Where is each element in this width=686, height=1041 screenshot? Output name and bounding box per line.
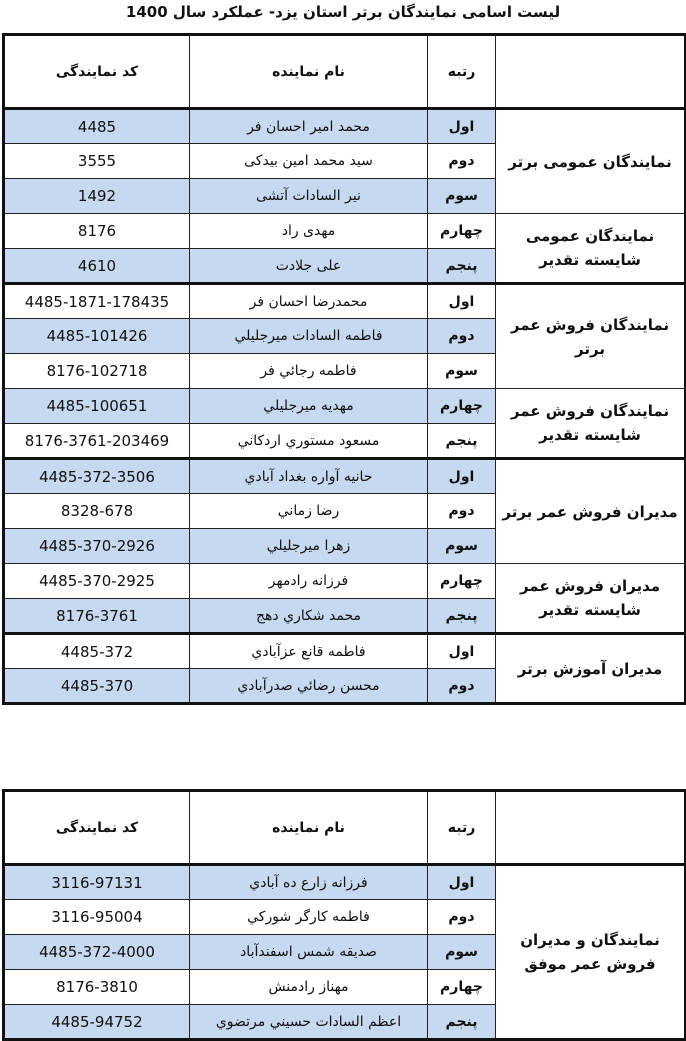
agency-code-cell: 1492	[4, 179, 190, 214]
agency-code-cell: 8176-102718	[4, 354, 190, 389]
header-category-cell	[496, 35, 686, 109]
agency-code-cell: 8176-3761-203469	[4, 424, 190, 459]
rank-cell: دوم	[428, 900, 496, 935]
rank-cell: پنجم	[428, 1005, 496, 1040]
agent-name-cell: مهناز رادمنش	[190, 970, 428, 1005]
category-cell: مدیران فروش عمر شایسته تقدیر	[496, 564, 686, 634]
agent-name-cell: محمد امیر احسان فر	[190, 109, 428, 144]
header-rank: رتبه	[428, 791, 496, 865]
category-cell: نمایندگان عمومی برتر	[496, 109, 686, 214]
agency-code-cell: 4485-100651	[4, 389, 190, 424]
agency-code-cell: 4485-1871-178435	[4, 284, 190, 319]
agent-name-cell: نیر السادات آتشی	[190, 179, 428, 214]
table-group	[4, 459, 686, 634]
category-cell: نمایندگان فروش عمر شایسته تقدیر	[496, 389, 686, 459]
agent-name-cell: فاطمه السادات ميرجليلي	[190, 319, 428, 354]
agency-code-cell: 8176-3761	[4, 599, 190, 634]
rank-cell: اول	[428, 459, 496, 494]
rank-cell: اول	[428, 109, 496, 144]
rank-cell: چهارم	[428, 564, 496, 599]
agent-name-cell: صديقه شمس اسفندآباد	[190, 935, 428, 970]
agent-name-cell: محمد شكاري دهج	[190, 599, 428, 634]
agent-name-cell: مهدی راد	[190, 214, 428, 249]
agency-code-cell: 3116-95004	[4, 900, 190, 935]
category-cell: نمایندگان فروش عمر برتر	[496, 284, 686, 389]
category-cell: نمایندگان عمومی شایسته تقدیر	[496, 214, 686, 284]
header-category-cell	[496, 791, 686, 865]
header-name: نام نماینده	[190, 35, 428, 109]
agency-code-cell: 4485-372	[4, 634, 190, 669]
agent-name-cell: فاطمه قانع عزآبادي	[190, 634, 428, 669]
agency-code-cell: 4485-370-2925	[4, 564, 190, 599]
agency-code-cell: 3116-97131	[4, 865, 190, 900]
table-row	[4, 109, 686, 144]
header-rank: رتبه	[428, 35, 496, 109]
agency-code-cell: 4485-372-3506	[4, 459, 190, 494]
rank-cell: دوم	[428, 494, 496, 529]
header-code: کد نمایندگی	[4, 791, 190, 865]
rank-cell: سوم	[428, 935, 496, 970]
agency-code-cell: 4485-370	[4, 669, 190, 704]
table-row	[4, 214, 686, 249]
rank-cell: چهارم	[428, 970, 496, 1005]
top-agents-table	[2, 33, 686, 705]
agency-code-cell: 4485	[4, 109, 190, 144]
agent-name-cell: فاطمه رجائي فر	[190, 354, 428, 389]
header-name: نام نماینده	[190, 791, 428, 865]
agency-code-cell: 8176	[4, 214, 190, 249]
agent-name-cell: محسن رضائي صدرآبادي	[190, 669, 428, 704]
category-cell: مدیران آموزش برتر	[496, 634, 686, 704]
rank-cell: دوم	[428, 669, 496, 704]
agent-name-cell: سید محمد امین بیدکی	[190, 144, 428, 179]
agent-name-cell: محمدرضا احسان فر	[190, 284, 428, 319]
rank-cell: سوم	[428, 529, 496, 564]
rank-cell: اول	[428, 634, 496, 669]
table-group	[4, 865, 686, 1040]
agent-name-cell: فرزانه زارع ده آبادي	[190, 865, 428, 900]
rank-cell: چهارم	[428, 389, 496, 424]
agent-name-cell: اعظم السادات حسيني مرتضوي	[190, 1005, 428, 1040]
agent-name-cell: علی جلادت	[190, 249, 428, 284]
rank-cell: اول	[428, 284, 496, 319]
agency-code-cell: 8176-3810	[4, 970, 190, 1005]
agency-code-cell: 3555	[4, 144, 190, 179]
agent-name-cell: رضا زماني	[190, 494, 428, 529]
agency-code-cell: 4610	[4, 249, 190, 284]
rank-cell: پنجم	[428, 249, 496, 284]
table-group	[4, 284, 686, 459]
rank-cell: پنجم	[428, 599, 496, 634]
table-row	[4, 284, 686, 319]
agency-code-cell: 4485-94752	[4, 1005, 190, 1040]
rank-cell: پنجم	[428, 424, 496, 459]
table-group	[4, 109, 686, 284]
agency-code-cell: 8328-678	[4, 494, 190, 529]
agent-name-cell: فرزانه رادمهر	[190, 564, 428, 599]
agent-name-cell: حانيه آواره بغداد آبادي	[190, 459, 428, 494]
category-cell: مدیران فروش عمر برتر	[496, 459, 686, 564]
successful-life-sales-table	[2, 789, 686, 1041]
rank-cell: سوم	[428, 354, 496, 389]
rank-cell: اول	[428, 865, 496, 900]
table-row	[4, 865, 686, 900]
agent-name-cell: زهرا ميرجليلي	[190, 529, 428, 564]
agent-name-cell: مهديه ميرجليلي	[190, 389, 428, 424]
header-code: کد نمایندگی	[4, 35, 190, 109]
rank-cell: چهارم	[428, 214, 496, 249]
table-row	[4, 564, 686, 599]
agent-name-cell: مسعود مستوري اردكاني	[190, 424, 428, 459]
agent-name-cell: فاطمه كارگر شوركي	[190, 900, 428, 935]
rank-cell: سوم	[428, 179, 496, 214]
table-row	[4, 634, 686, 669]
rank-cell: دوم	[428, 144, 496, 179]
table-group	[4, 634, 686, 704]
page-title: لیست اسامی نمایندگان برتر استان یزد- عملکرد سال 1400	[125, 3, 561, 21]
rank-cell: دوم	[428, 319, 496, 354]
table-row	[4, 389, 686, 424]
agency-code-cell: 4485-101426	[4, 319, 190, 354]
agency-code-cell: 4485-370-2926	[4, 529, 190, 564]
agency-code-cell: 4485-372-4000	[4, 935, 190, 970]
table-row	[4, 459, 686, 494]
category-cell: نمایندگان و مدیران فروش عمر موفق	[496, 865, 686, 1040]
